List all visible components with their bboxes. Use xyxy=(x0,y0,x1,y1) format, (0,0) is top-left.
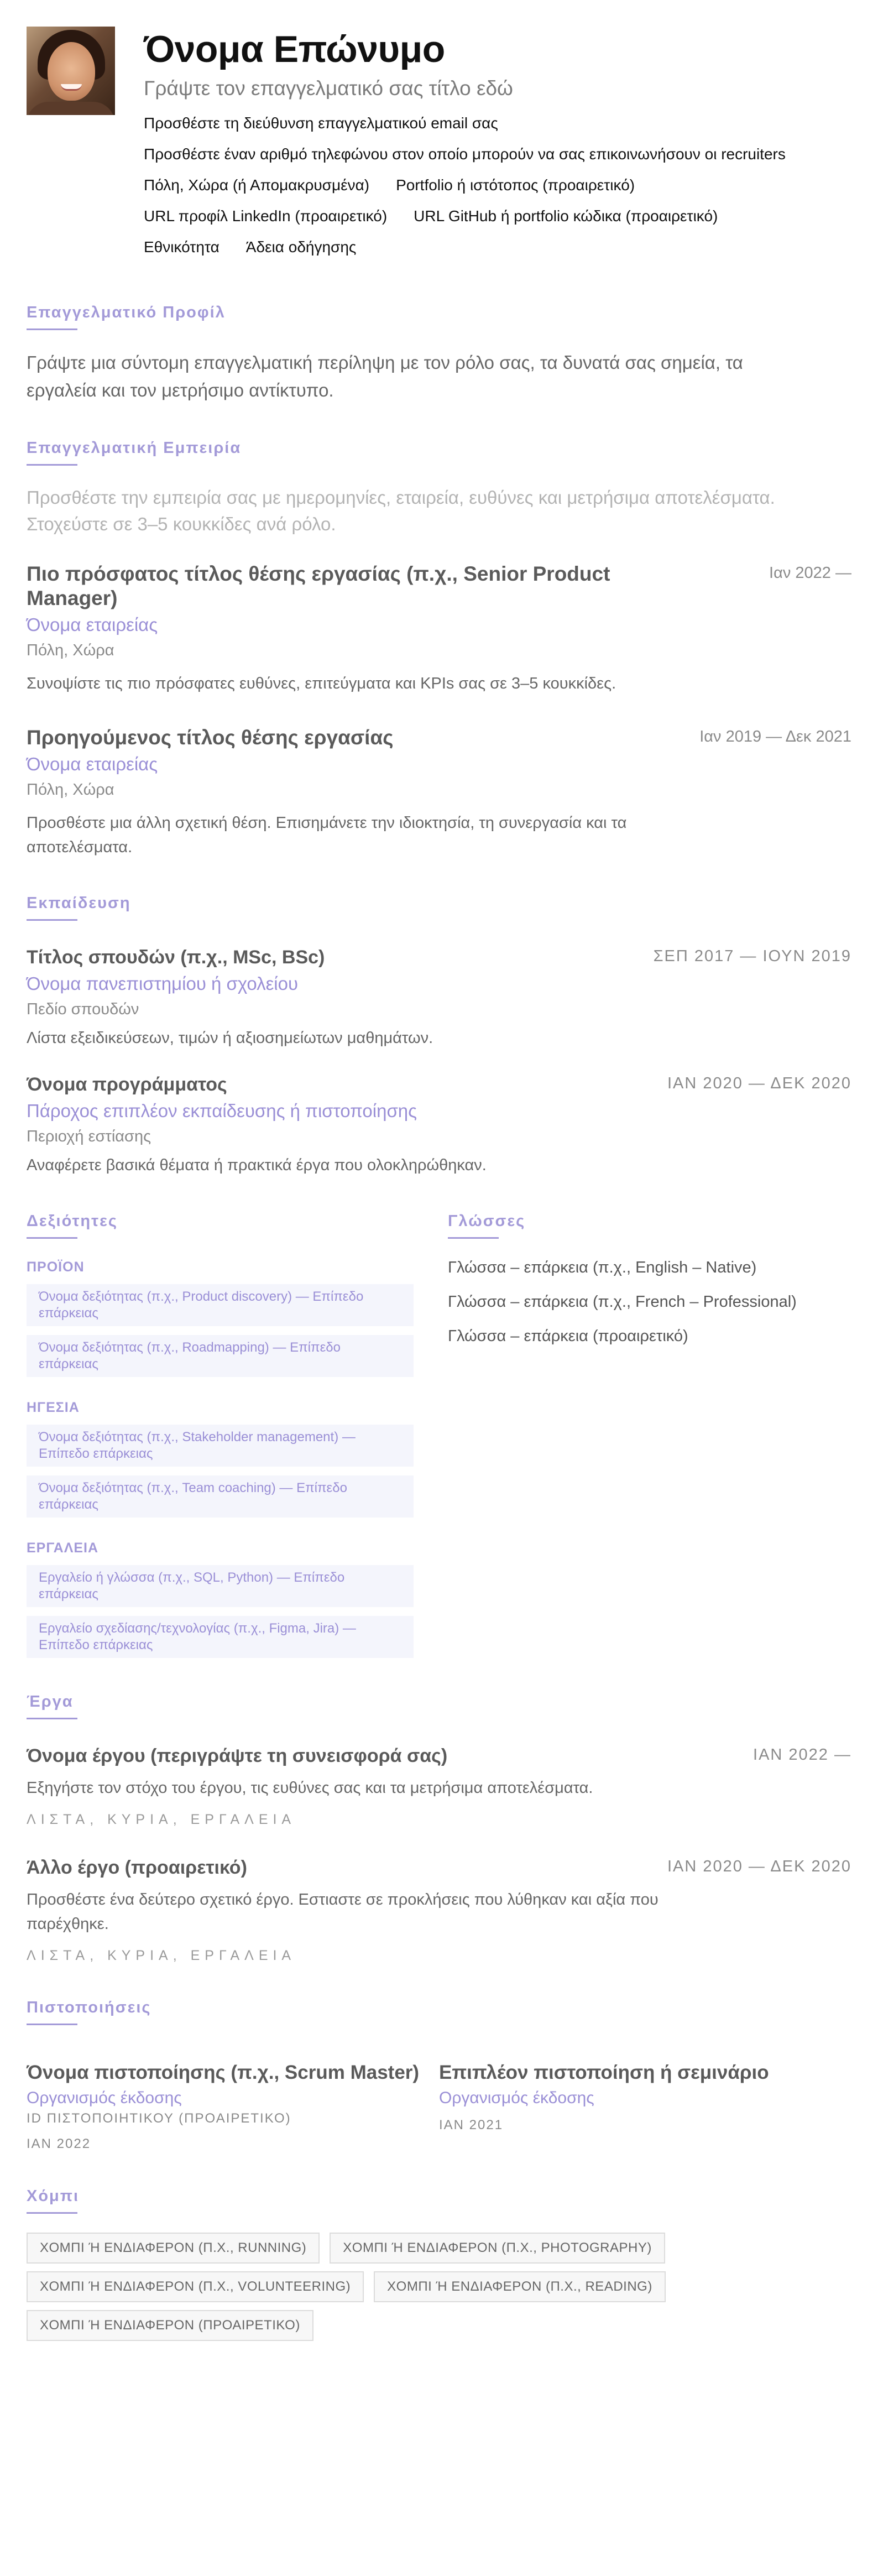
field-of-study: Περιοχή εστίασης xyxy=(27,1128,151,1145)
certifications-section xyxy=(27,1998,851,2152)
nationality-text: Εθνικότητα xyxy=(144,238,220,255)
education-description: Αναφέρετε βασικά θέματα ή πρακτικά έργα που ολοκληρώθηκαν. xyxy=(27,1156,487,1174)
certification-date: ΙΑΝ 2022 xyxy=(27,2136,91,2151)
hobby-tag: ΧΟΜΠΙ Ή ΕΝΔΙΑΦΕΡΟΝ (ΠΡΟΑΙΡΕΤΙΚΟ) xyxy=(27,2310,313,2341)
experience-entry xyxy=(27,562,851,696)
skill-group-label: ΗΓΕΣΙΑ xyxy=(27,1400,80,1415)
section-divider xyxy=(27,2024,77,2025)
certification-date: ΙΑΝ 2021 xyxy=(439,2118,504,2132)
education-date: ΙΑΝ 2020 — ΔΕΚ 2020 xyxy=(667,1075,851,1092)
project-entry xyxy=(27,1744,851,1828)
profile-photo xyxy=(27,27,115,115)
certification-issuer: Οργανισμός έκδοσης xyxy=(439,2089,594,2107)
section-title-languages: Γλώσσες xyxy=(448,1212,526,1230)
education-entry xyxy=(27,1072,851,1177)
skill-chip: Εργαλείο σχεδίασης/τεχνολογίας (π.χ., Figma, Jira) — Επίπεδο επάρκειας xyxy=(27,1616,414,1658)
project-description: Προσθέστε ένα δεύτερο σχετικό έργο. Εστιαστε σε προκλήσεις που λύθηκαν και αξία που παρέχθηκε. xyxy=(27,1891,658,1933)
hobby-tag: ΧΟΜΠΙ Ή ΕΝΔΙΑΦΕΡΟΝ (Π.Χ., READING) xyxy=(374,2271,666,2302)
section-divider xyxy=(448,1237,499,1239)
photo-face xyxy=(48,42,95,101)
profile-section xyxy=(27,303,851,404)
languages-section xyxy=(448,1212,835,1658)
certification-id: ID ΠΙΣΤΟΠΟΙΗΤΙΚΟΥ (ΠΡΟΑΙΡΕΤΙΚΟ) xyxy=(27,2111,291,2126)
education-entry xyxy=(27,945,851,1050)
job-date: Ιαν 2022 — xyxy=(769,564,851,582)
project-date: ΙΑΝ 2022 — xyxy=(753,1746,851,1764)
certifications-grid xyxy=(27,2061,851,2152)
job-description: Συνοψίστε τις πιο πρόσφατες ευθύνες, επιτεύγματα και KPIs σας σε 3–5 κουκκίδες. xyxy=(27,675,616,692)
company-name: Όνομα εταιρείας xyxy=(27,754,158,774)
language-item: Γλώσσα – επάρκεια (προαιρετικό) xyxy=(448,1327,688,1345)
project-title: Όνομα έργου (περιγράψτε τη συνεισφορά σας) xyxy=(27,1745,448,1766)
section-title-education: Εκπαίδευση xyxy=(27,894,131,912)
header-info xyxy=(144,27,812,269)
github-link[interactable]: URL GitHub ή portfolio κώδικα (προαιρετικό) xyxy=(414,207,718,225)
certification-title: Όνομα πιστοποίησης (π.χ., Scrum Master) xyxy=(27,2062,420,2083)
skill-group-label: ΠΡΟΪΟΝ xyxy=(27,1259,85,1275)
education-description: Λίστα εξειδικεύσεων, τιμών ή αξιοσημείωτων μαθημάτων. xyxy=(27,1029,433,1047)
section-divider xyxy=(27,464,77,466)
email-text[interactable]: Προσθέστε τη διεύθυνση επαγγελματικού email σας xyxy=(144,114,498,132)
education-date: ΣΕΠ 2017 — ΙΟΥΝ 2019 xyxy=(653,947,851,965)
field-of-study: Πεδίο σπουδών xyxy=(27,1000,139,1018)
project-entry xyxy=(27,1855,851,1964)
section-divider xyxy=(27,1718,77,1719)
photo-shoulders xyxy=(27,102,115,115)
photo-smile xyxy=(61,84,82,91)
resume-header xyxy=(27,27,851,269)
hobbies-section xyxy=(27,2187,851,2341)
job-location: Πόλη, Χώρα xyxy=(27,781,114,799)
skill-chip: Όνομα δεξιότητας (π.χ., Roadmapping) — Επίπεδο επάρκειας xyxy=(27,1335,414,1377)
company-name: Όνομα εταιρείας xyxy=(27,614,158,635)
skill-chip: Όνομα δεξιότητας (π.χ., Team coaching) — Επίπεδο επάρκειας xyxy=(27,1475,414,1518)
experience-entry xyxy=(27,726,851,859)
professional-title: Γράψτε τον επαγγελματικό σας τίτλο εδώ xyxy=(144,77,513,100)
linkedin-link[interactable]: URL προφίλ LinkedIn (προαιρετικό) xyxy=(144,207,388,225)
section-title-skills: Δεξιότητες xyxy=(27,1212,118,1230)
experience-section xyxy=(27,439,851,859)
contact-info xyxy=(144,114,812,257)
certification-title: Επιπλέον πιστοποίηση ή σεμινάριο xyxy=(439,2062,769,2083)
job-description: Προσθέστε μια άλλη σχετική θέση. Επισημάνετε την ιδιοκτησία, τη συνεργασία και τα αποτελέσματα. xyxy=(27,814,627,856)
school-name: Πάροχος επιπλέον εκπαίδευσης ή πιστοποίησης xyxy=(27,1101,417,1121)
section-title-profile: Επαγγελματικό Προφίλ xyxy=(27,304,226,321)
portfolio-link[interactable]: Portfolio ή ιστότοπος (προαιρετικό) xyxy=(396,176,635,194)
project-tags: ΛΙΣΤΑ, ΚΥΡΙΑ, ΕΡΓΑΛΕΙΑ xyxy=(27,1948,296,1963)
job-location: Πόλη, Χώρα xyxy=(27,642,114,659)
hobby-tag: ΧΟΜΠΙ Ή ΕΝΔΙΑΦΕΡΟΝ (Π.Χ., VOLUNTEERING) xyxy=(27,2271,364,2302)
hobby-tag: ΧΟΜΠΙ Ή ΕΝΔΙΑΦΕΡΟΝ (Π.Χ., RUNNING) xyxy=(27,2233,320,2264)
location-text: Πόλη, Χώρα (ή Απομακρυσμένα) xyxy=(144,176,370,194)
certification-issuer: Οργανισμός έκδοσης xyxy=(27,2089,182,2107)
language-item: Γλώσσα – επάρκεια (π.χ., French – Professional) xyxy=(448,1293,797,1311)
school-name: Όνομα πανεπιστημίου ή σχολείου xyxy=(27,973,299,994)
degree-title: Όνομα προγράμματος xyxy=(27,1074,227,1095)
profile-summary: Γράψτε μια σύντομη επαγγελματική περίληψη με τον ρόλο σας, τα δυνατά σας σημεία, τα εργαλεία και τον μετρήσιμο αντίκτυπο. xyxy=(27,352,743,400)
skill-chip: Εργαλείο ή γλώσσα (π.χ., SQL, Python) — Επίπεδο επάρκειας xyxy=(27,1565,414,1607)
certification-entry xyxy=(27,2061,439,2152)
projects-section xyxy=(27,1692,851,1964)
skill-chip: Όνομα δεξιότητας (π.χ., Stakeholder management) — Επίπεδο επάρκειας xyxy=(27,1425,414,1467)
hobbies-list xyxy=(27,2225,834,2341)
section-divider xyxy=(27,1237,77,1239)
project-title: Άλλο έργο (προαιρετικό) xyxy=(27,1857,247,1878)
skill-group-label: ΕΡΓΑΛΕΙΑ xyxy=(27,1540,99,1556)
section-title-experience: Επαγγελματική Εμπειρία xyxy=(27,439,242,457)
section-title-hobbies: Χόμπι xyxy=(27,2187,80,2205)
full-name: Όνομα Επώνυμο xyxy=(144,28,445,70)
education-section xyxy=(27,894,851,1177)
hobby-tag: ΧΟΜΠΙ Ή ΕΝΔΙΑΦΕΡΟΝ (Π.Χ., PHOTOGRAPHY) xyxy=(330,2233,665,2264)
language-item: Γλώσσα – επάρκεια (π.χ., English – Native) xyxy=(448,1259,757,1276)
section-title-certifications: Πιστοποιήσεις xyxy=(27,1999,151,2016)
phone-text[interactable]: Προσθέστε έναν αριθμό τηλεφώνου στον οποίο μπορούν να σας επικοινωνήσουν οι recruiters xyxy=(144,145,786,163)
section-divider xyxy=(27,919,77,921)
skill-chip: Όνομα δεξιότητας (π.χ., Product discovery) — Επίπεδο επάρκειας xyxy=(27,1284,414,1326)
job-date: Ιαν 2019 — Δεκ 2021 xyxy=(699,728,851,745)
project-date: ΙΑΝ 2020 — ΔΕΚ 2020 xyxy=(667,1858,851,1875)
experience-hint: Προσθέστε την εμπειρία σας με ημερομηνίες, εταιρεία, ευθύνες και μετρήσιμα αποτελέσματα. Στοχεύστε σε 3–5 κουκκίδες ανά ρόλο. xyxy=(27,487,775,534)
section-divider xyxy=(27,328,77,330)
section-title-projects: Έργα xyxy=(27,1693,74,1711)
project-tags: ΛΙΣΤΑ, ΚΥΡΙΑ, ΕΡΓΑΛΕΙΑ xyxy=(27,1812,296,1827)
skills-languages-row xyxy=(27,1212,851,1658)
job-title: Προηγούμενος τίτλος θέσης εργασίας xyxy=(27,726,394,749)
job-title: Πιο πρόσφατος τίτλος θέσης εργασίας (π.χ., Senior Product Manager) xyxy=(27,562,610,609)
certification-entry xyxy=(439,2061,851,2152)
skills-section xyxy=(27,1212,414,1658)
project-description: Εξηγήστε τον στόχο του έργου, τις ευθύνες σας και τα μετρήσιμα αποτελέσματα. xyxy=(27,1779,593,1797)
degree-title: Τίτλος σπουδών (π.χ., MSc, BSc) xyxy=(27,947,325,968)
license-text: Άδεια οδήγησης xyxy=(245,238,357,255)
section-divider xyxy=(27,2212,77,2214)
